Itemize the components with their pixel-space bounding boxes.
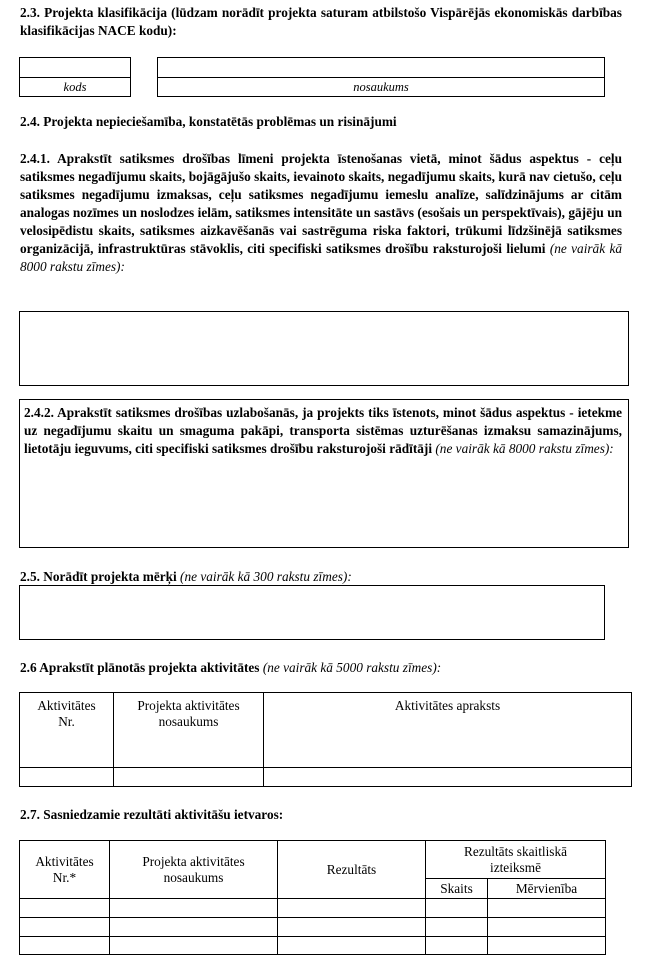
section-2-5-title-line bbox=[20, 568, 620, 586]
section-2-3-title: 2.3. Projekta klasifikācija (lūdzam norādīt projekta saturam atbilstošo Vispārējās ekonomiskās darbības klasifikācijas NACE kodu): bbox=[20, 5, 622, 38]
activities-row bbox=[20, 768, 632, 787]
activities-table bbox=[19, 692, 632, 787]
section-2-6-title-line bbox=[20, 659, 620, 677]
results-header-nr: Aktivitātes Nr.* bbox=[20, 841, 110, 899]
results-cell[interactable] bbox=[426, 937, 488, 955]
results-cell[interactable] bbox=[20, 918, 110, 937]
results-subheader-count: Skaits bbox=[426, 879, 488, 899]
section-2-6-limit: (ne vairāk kā 5000 rakstu zīmes): bbox=[262, 660, 442, 675]
results-cell[interactable] bbox=[110, 918, 278, 937]
section-2-5-limit: (ne vairāk kā 300 rakstu zīmes): bbox=[180, 569, 352, 584]
section-2-4-1-limit: (ne vairāk kā 8000 rakstu zīmes): bbox=[20, 241, 623, 274]
nace-code-label: kods bbox=[63, 80, 87, 94]
results-cell[interactable] bbox=[488, 899, 606, 918]
section-2-4-title: 2.4. Projekta nepieciešamība, konstatētās problēmas un risinājumi bbox=[20, 114, 397, 129]
results-header-numeric: Rezultāts skaitliskā izteiksmē bbox=[426, 841, 606, 879]
activities-header-name: Projekta aktivitātes nosaukums bbox=[114, 693, 264, 768]
results-cell[interactable] bbox=[20, 937, 110, 955]
results-cell[interactable] bbox=[488, 918, 606, 937]
section-2-5-input[interactable] bbox=[19, 585, 605, 640]
results-cell[interactable] bbox=[488, 937, 606, 955]
activities-header-nr: Aktivitātes Nr. bbox=[20, 693, 114, 768]
results-header-result: Rezultāts bbox=[278, 841, 426, 899]
results-cell[interactable] bbox=[278, 937, 426, 955]
activities-header-description: Aktivitātes apraksts bbox=[264, 693, 632, 768]
results-subheader-unit: Mērvienība bbox=[488, 879, 606, 899]
section-2-4-2-description: 2.4.2. Aprakstīt satiksmes drošības uzlabošanās, ja projekts tiks īstenots, minot šādus aspektus - ietekme uz negadījumu skaitu un smaguma pakāpi, transporta sistēmas uzturēšanas izmaksu samazinājums, lietotāju ieguvums, citi specifiski satiksmes drošību raksturojoši rādītāji bbox=[24, 405, 622, 456]
results-cell[interactable] bbox=[278, 918, 426, 937]
results-table bbox=[19, 840, 606, 955]
section-2-6-title: 2.6 Aprakstīt plānotās projekta aktivitātes bbox=[20, 660, 260, 675]
table-row bbox=[20, 918, 606, 937]
nace-name-label: nosaukums bbox=[353, 80, 409, 94]
section-2-4-1-description: 2.4.1. Aprakstīt satiksmes drošības līmeni projekta īstenošanas vietā, minot šādus aspektus - ceļu satiksmes negadījumu skaits, bojāgājušo skaits, ievainoto skaits, negadījumu skaits, kurā nav cietušo, ceļu satiksmes negadījumu izmaksas, ceļu satiksmes negadījumu iemeslu analīze, salīdzinājums ar citām analogas nozīmes un noslodzes ielām, satiksmes intensitāte un sastāvs (esošais un perspektīvais), gājēju un velosipēdistu skaits, satiksmes aizkavēšanās vai sastrēguma riska faktori, trūkumi līdzšinējā satiksmes organizācijā, infrastruktūras stāvoklis, citi specifiski satiksmes drošību raksturojoši lielumi bbox=[20, 151, 622, 256]
section-2-5-title: 2.5. Norādīt projekta mērķi bbox=[20, 569, 177, 584]
results-cell[interactable] bbox=[278, 899, 426, 918]
table-row bbox=[20, 937, 606, 955]
results-cell[interactable] bbox=[426, 918, 488, 937]
activities-cell-description[interactable] bbox=[264, 768, 632, 787]
section-2-4-1-text bbox=[20, 150, 622, 276]
results-header-name: Projekta aktivitātes nosaukums bbox=[110, 841, 278, 899]
results-cell[interactable] bbox=[110, 937, 278, 955]
results-cell[interactable] bbox=[426, 899, 488, 918]
activities-cell-name[interactable] bbox=[114, 768, 264, 787]
results-cell[interactable] bbox=[20, 899, 110, 918]
section-2-7-title: 2.7. Sasniedzamie rezultāti aktivitāšu ietvaros: bbox=[20, 807, 284, 822]
activities-cell-nr[interactable] bbox=[20, 768, 114, 787]
section-2-4-2-limit: (ne vairāk kā 8000 rakstu zīmes): bbox=[435, 441, 614, 456]
results-cell[interactable] bbox=[110, 899, 278, 918]
section-2-4-1-input[interactable] bbox=[19, 311, 629, 386]
table-row bbox=[20, 899, 606, 918]
section-2-4-2-text bbox=[24, 404, 622, 458]
